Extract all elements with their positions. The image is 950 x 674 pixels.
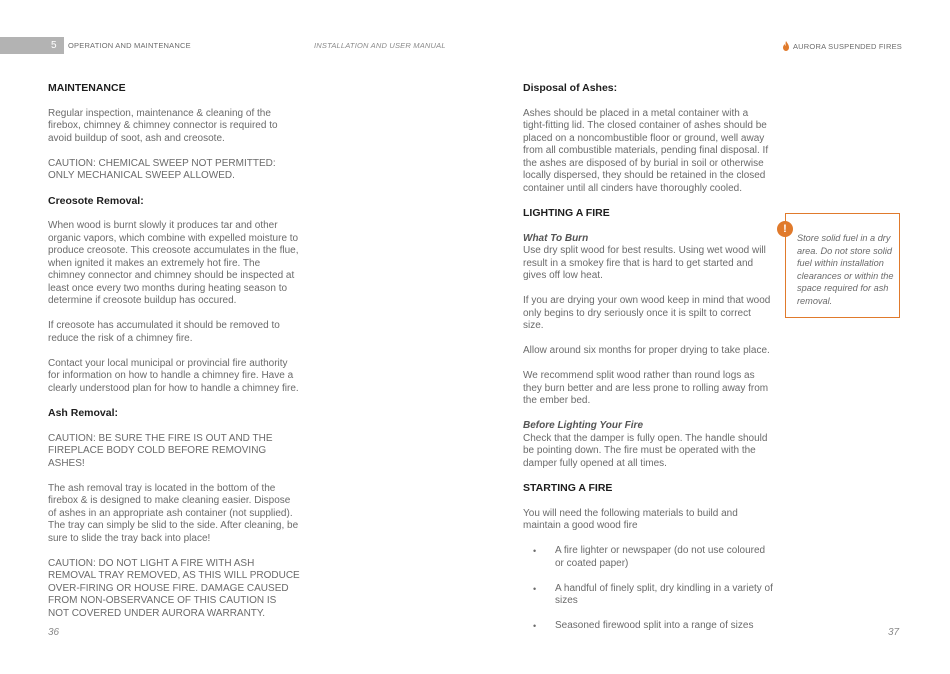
what-to-burn-subheading: What To Burn [523,232,589,244]
ash-caution-2: CAUTION: DO NOT LIGHT A FIRE WITH ASH REMOVAL TRAY REMOVED, AS THIS WILL PRODUCE OVER-FIRING OR HOUSE FIRE. DAMAGE CAUSED FROM NON-OBSERVANCE OF THIS CAUTION IS NOT COVERED UNDER AURORA WARRANTY. [48,557,300,619]
split-wood-paragraph: We recommend split wood rather than round logs as they burn better and are less prone to rolling away from the ember bed. [523,370,769,406]
section-number: 5 [51,40,57,51]
materials-list [523,545,773,633]
page-number-left: 36 [48,627,60,638]
chemical-sweep-caution: CAUTION: CHEMICAL SWEEP NOT PERMITTED: ONLY MECHANICAL SWEEP ALLOWED. [48,157,276,181]
storage-note-text: Store solid fuel in a dry area. Do not store solid fuel within installation clearances or within the space required for ash removal. [797,233,894,306]
disposal-heading: Disposal of Ashes: [523,82,618,94]
section-title: OPERATION AND MAINTENANCE [68,41,191,50]
starting-paragraph: You will need the following materials to build and maintain a good wood fire [523,507,738,531]
creosote-paragraph-2: If creosote has accumulated it should be removed to reduce the risk of a chimney fire. [48,320,280,344]
drying-time-paragraph: Allow around six months for proper drying to take place. [523,345,770,356]
what-to-burn-paragraph: Use dry split wood for best results. Using wet wood will result in a smokey fire that is hard to get started and gives off low heat. [523,245,766,281]
creosote-paragraph-1: When wood is burnt slowly it produces tar and other organic vapors, which combine with expelled moisture to produce creosote. This creosote accumulates in the flue, when ignited it makes an extremely hot fire. The chimney connector and chimney should be inspected at least once every two months during heating season to determine if creosote buildup has occured. [48,220,299,306]
page-number-right: 37 [888,627,900,638]
brand-name: AURORA SUSPENDED FIRES [792,41,902,51]
creosote-paragraph-3: Contact your local municipal or provincial fire authority for information on how to handle a chimney fire. Have a clearly understood plan for how to handle a chimney fire. [48,357,299,394]
ash-removal-paragraph: The ash removal tray is located in the bottom of the firebox & is designed to make cleaning easier. Dispose of ashes in an appropriate ash container (not supplied). The tray can simply be slid to the side. After cleaning, be sure to slide the tray back into place! [48,482,299,544]
manual-title: INSTALLATION AND USER MANUAL [314,41,446,50]
list-item: • A handful of finely split, dry kindling in a variety of sizes [523,583,773,608]
ash-removal-heading: Ash Removal: [48,407,119,419]
exclamation-icon: ! [777,221,793,237]
flame-icon [783,41,789,51]
left-column [48,82,300,620]
starting-heading: STARTING A FIRE [523,482,613,494]
maintenance-paragraph: Regular inspection, maintenance & cleaning of the firebox, chimney & chimney connector is required to avoid buildup of soot, ash and creosote. [48,107,278,144]
maintenance-heading: MAINTENANCE [48,82,126,94]
damper-paragraph: Check that the damper is fully open. The handle should be pointing down. The fire must be operated with the damper fully opened at all times. [523,432,768,469]
brand-header [783,41,902,51]
ash-caution-1: CAUTION: BE SURE THE FIRE IS OUT AND THE FIREPLACE BODY COLD BEFORE REMOVING ASHES! [48,432,273,469]
lighting-heading: LIGHTING A FIRE [523,207,610,219]
disposal-paragraph: Ashes should be placed in a metal container with a tight-fitting lid. The closed container of ashes should be placed on a noncombustible floor or ground, well away from all combustible materials, pending final disposal. If the ashes are disposed of by burial in soil or otherwise locally dispersed, they should be retained in the closed container until all cinders have thoroughly cooled. [523,107,769,194]
list-item: • Seasoned firewood split into a range of sizes [523,620,773,633]
list-item: • A fire lighter or newspaper (do not use coloured or coated paper) [523,545,773,570]
before-lighting-subheading: Before Lighting Your Fire [523,420,644,431]
right-column [523,82,773,633]
creosote-heading: Creosote Removal: [48,194,144,207]
drying-paragraph: If you are drying your own wood keep in mind that wood only begins to dry seriously once it is spilt to correct size. [523,295,771,331]
